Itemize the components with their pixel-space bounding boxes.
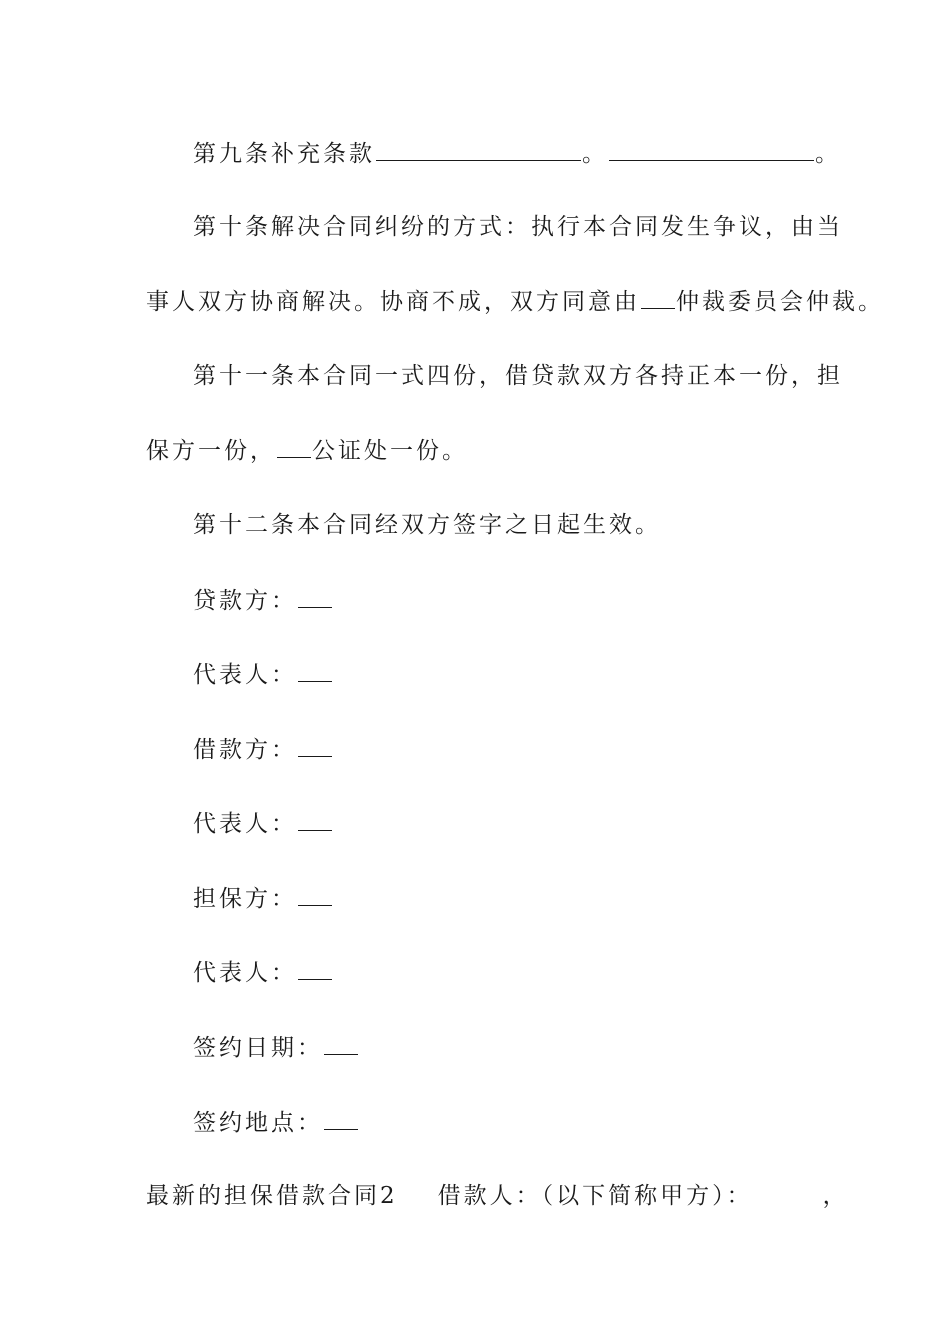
blank-field [324, 1032, 358, 1055]
blank-field [376, 138, 581, 161]
clause-11-line-2 [146, 435, 468, 466]
clause-9 [193, 138, 841, 169]
trailing-comma: ， [822, 1183, 849, 1209]
clause-11-line-1: 第十一条本合同一式四份，借贷款双方各持正本一份，担 [193, 363, 843, 389]
signature-label: 签约日期： [193, 1035, 323, 1061]
clause-10-line-2 [146, 286, 884, 317]
signature-borrower [193, 734, 333, 765]
blank-field [277, 435, 311, 458]
signature-date [193, 1032, 359, 1063]
signature-label: 借款方： [193, 737, 297, 763]
clause-10-line-1: 第十条解决合同纠纷的方式：执行本合同发生争议，由当 [193, 214, 843, 240]
signature-place [193, 1107, 359, 1138]
signature-lender-rep [193, 659, 333, 690]
signature-label: 代表人： [193, 960, 297, 986]
borrower-label: 借款人：（以下简称甲方）： [437, 1183, 753, 1209]
clause-9-end: 。 [815, 141, 841, 167]
section-title: 最新的担保借款合同2 [146, 1183, 398, 1209]
signature-label: 代表人： [193, 662, 297, 688]
signature-borrower-rep [193, 808, 333, 839]
blank-field [298, 957, 332, 980]
blank-field [298, 659, 332, 682]
signature-label: 代表人： [193, 811, 297, 837]
clause-12: 第十二条本合同经双方签字之日起生效。 [193, 512, 661, 538]
signature-lender [193, 585, 333, 616]
next-section-heading [146, 1181, 849, 1211]
blank-field [298, 734, 332, 757]
blank-field [324, 1107, 358, 1130]
signature-guarantor [193, 883, 333, 914]
clause-10-line-2-pre: 事人双方协商解决。协商不成，双方同意由 [146, 289, 640, 315]
blank-field [609, 138, 814, 161]
clause-9-text: 第九条补充条款 [193, 141, 375, 167]
clause-10-line-2-post: 仲裁委员会仲裁。 [676, 289, 884, 315]
signature-guarantor-rep [193, 957, 333, 988]
blank-field [298, 808, 332, 831]
blank-field [298, 585, 332, 608]
clause-11-line-2-post: 公证处一份。 [312, 438, 468, 464]
signature-label: 贷款方： [193, 588, 297, 614]
blank-field [641, 286, 675, 309]
signature-label: 签约地点： [193, 1110, 323, 1136]
clause-9-separator: 。 [582, 141, 608, 167]
blank-field [298, 883, 332, 906]
signature-label: 担保方： [193, 886, 297, 912]
clause-11-line-2-pre: 保方一份， [146, 438, 276, 464]
